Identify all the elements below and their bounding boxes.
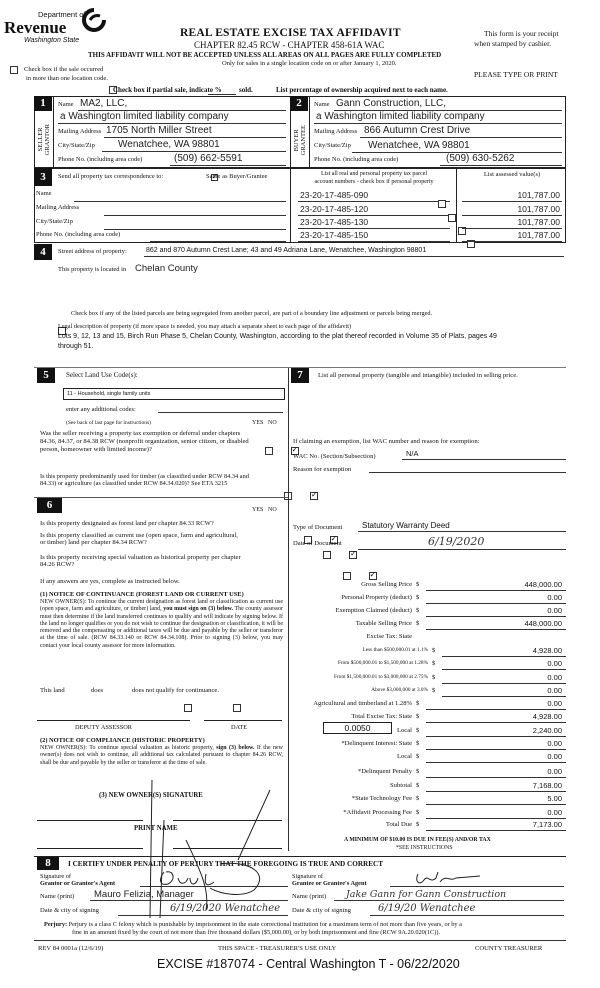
buyer-label: BUYER	[293, 128, 300, 152]
grantee-name-label: Name (print)	[292, 893, 327, 900]
doc-type-label: Type of Document	[293, 524, 343, 531]
assessed-value-field[interactable]: 101,787.00	[462, 217, 562, 229]
tax-row-amount[interactable]: 448,000.00	[426, 580, 566, 591]
s5-yes-header: YES	[252, 420, 264, 426]
minimum-due-note: A MINIMUM OF $10.00 IS DUE IN FEE(S) AND/OR TAX	[344, 837, 491, 843]
tax-row-currency: $	[416, 795, 420, 802]
grantee-name-field[interactable]: Jake Gann for Gann Construction	[334, 889, 564, 901]
tax-row-label: Above $3,000,000 at 3.0%	[371, 687, 428, 693]
new-owner-sig-line-1[interactable]	[37, 820, 143, 821]
grantee-sig-label-1: Signature of	[292, 873, 323, 880]
tax-row-label: *Delinquent Interest: State	[341, 740, 412, 747]
certify-statement: I CERTIFY UNDER PENALTY OF PERJURY THAT THE FOREGOING IS TRUE AND CORRECT	[68, 860, 383, 868]
seller-side-label	[36, 112, 52, 168]
new-owner-print-line-1[interactable]	[37, 848, 143, 849]
s6-q3-yes-checkbox[interactable]	[343, 572, 351, 580]
section-3-number: 3	[34, 168, 52, 186]
see-instructions-note: *SEE INSTRUCTIONS	[396, 845, 453, 851]
additional-codes-field[interactable]	[158, 403, 283, 413]
grantor-label: GRANTOR	[44, 124, 51, 156]
s6-question-1: Is this property designated as forest land per chapter 84.33 RCW?	[40, 520, 214, 527]
deputy-assessor-label: DEPUTY ASSESSOR	[75, 724, 132, 731]
s6-q3-no-checkbox[interactable]	[369, 572, 377, 580]
tax-row-amount[interactable]: 0.00	[426, 808, 566, 819]
s6-q2-no-checkbox[interactable]	[349, 551, 357, 559]
tax-row-amount[interactable]: 0.00	[426, 752, 566, 763]
grantee-signature-scribble	[410, 868, 490, 890]
corr-mailing-field[interactable]	[104, 204, 286, 216]
section-4-number: 4	[34, 244, 52, 260]
seller-city-label: City/State/Zip	[58, 142, 95, 149]
tax-row-currency: $	[416, 727, 420, 734]
tax-row-currency: $	[432, 660, 436, 667]
if-yes-note: If any answers are yes, complete as instructed below.	[40, 578, 180, 585]
seller-name-line2-field[interactable]: a Washington limited liability company	[58, 111, 286, 124]
s5-question-2: Is this property predominantly used for timber (as classified under RCW 84.34 and 84.33) or agriculture (as classified under RCW 84.34.020)? See ETA 3215	[40, 473, 249, 487]
seller-name-field[interactable]: MA2, LLC,	[78, 98, 286, 111]
tax-row-currency: $	[416, 782, 420, 789]
tax-row-currency: $	[416, 713, 420, 720]
perjury-text-2: fine in an amount fixed by the court of not more than five thousand dollars ($5,000.00), or by both imprisonment and fine (RCW 9A.20.020(1C)).	[72, 928, 441, 936]
tax-row-currency: $	[416, 620, 420, 627]
tax-row-amount[interactable]: 5.00	[426, 794, 566, 805]
corr-name-field[interactable]	[74, 190, 286, 202]
grantor-date-field[interactable]: 6/19/2020 Wenatchee	[118, 903, 288, 916]
section-6-top-rule	[34, 497, 288, 498]
notice-2-text-a: NEW OWNER(S): To continue special valuation as historic property,	[40, 745, 214, 751]
tax-row-label: Personal Property (deduct)	[341, 594, 412, 601]
tax-row-amount[interactable]: 0.00	[442, 686, 566, 697]
land-use-code-select[interactable]: 11 - Household, single family units	[63, 388, 285, 400]
assessed-value-header: List assessed value(s)	[483, 171, 541, 178]
tax-row-label: Agricultural and timberland at 1.28%	[313, 700, 412, 707]
seller-phone-field[interactable]: (509) 662-5591	[170, 153, 286, 166]
assessed-value-field[interactable]: 101,787.00	[462, 190, 562, 202]
excise-stamp: EXCISE #187074 - Central Washington T - 06/22/2020	[157, 957, 460, 971]
notice-1-bold: you must sign on (3) below.	[163, 606, 233, 613]
tax-row-label: Total Excise Tax: State	[351, 713, 412, 720]
tax-row-label: Excise Tax: State	[366, 633, 412, 640]
acceptance-warning: THIS AFFIDAVIT WILL NOT BE ACCEPTED UNLESS ALL AREAS ON ALL PAGES ARE FULLY COMPLETED	[88, 51, 442, 59]
tax-row-amount[interactable]: 2,240.00	[426, 726, 566, 737]
exemption-reason-field[interactable]	[369, 470, 566, 473]
notice-2-body	[40, 745, 283, 767]
tax-row-label: From $500,000.01 to $1,500,000 at 1.28%	[337, 660, 428, 666]
corr-name-label: Name	[36, 190, 52, 197]
same-as-buyer-label: Same as Buyer/Grantee	[206, 173, 268, 180]
tax-row-currency: $	[416, 740, 420, 747]
corr-mailing-label: Mailing Address	[36, 204, 80, 211]
dor-swirl-icon	[82, 8, 106, 32]
buyer-phone-field[interactable]: (509) 630-5262	[440, 153, 562, 166]
section-8-top-rule	[34, 856, 566, 857]
s5-q1-yes-checkbox[interactable]	[265, 447, 273, 455]
notice-2-bold: sign (3) below.	[216, 745, 255, 751]
grantee-date-label: Date & city of signing	[292, 907, 351, 914]
seller-phone-label: Phone No. (including area code)	[58, 156, 143, 163]
wac-label: WAC No. (Section/Subsection)	[293, 453, 376, 460]
tax-row-label: Subtotal	[390, 782, 412, 789]
section-8-number: 8	[37, 857, 59, 870]
ownership-note: List percentage of ownership acquired next to each name.	[276, 86, 448, 94]
tax-row-currency: $	[416, 821, 420, 828]
county-label: This property is located in	[58, 266, 127, 273]
parcel-header-2: account numbers - check box if personal property	[314, 179, 434, 185]
tax-row-label: Gross Selling Price	[361, 581, 412, 588]
tax-row-amount[interactable]: 0.00	[426, 593, 566, 604]
please-type-note: PLEASE TYPE OR PRINT	[474, 70, 558, 79]
grantee-sig-label-2: Grantee or Grantee's Agent	[292, 879, 367, 887]
tax-row-amount[interactable]: 4,928.00	[442, 646, 566, 657]
perjury-text-1: Perjury is a class C felony which is punishable by imprisonment in the state correctional institution for a maximum term of not more than five years, or by a	[68, 921, 462, 928]
form-subtitle: CHAPTER 82.45 RCW - CHAPTER 458-61A WAC	[194, 40, 385, 50]
s6-yes-header: YES	[252, 507, 264, 513]
notice-1-body	[40, 599, 283, 650]
print-name-label: PRINT NAME	[134, 825, 178, 832]
tax-row-label: *Affidavit Processing Fee	[343, 809, 412, 816]
tax-row-currency: $	[416, 594, 420, 601]
location-note: Only for sales in a single location code on or after January 1, 2020.	[222, 60, 397, 67]
legal-description-line-1: Lots 9, 12, 13 and 15, Birch Run Phase 5, Chelan County, Washington, according to the plat thereof recorded in Volume 35 of Plats, pages 49	[58, 333, 497, 340]
land-does-label: does	[91, 687, 104, 694]
buyer-side-label	[292, 112, 308, 168]
section-2-number: 2	[290, 96, 308, 111]
tax-row-currency: $	[416, 809, 420, 816]
exemption-reason-label: Reason for exemption	[293, 466, 352, 473]
buyer-name-field[interactable]: Gann Construction, LLC,	[334, 98, 562, 111]
tax-row-label: Taxable Selling Price	[355, 620, 412, 627]
signature-strike-lines	[130, 780, 290, 920]
corr-phone-field[interactable]	[150, 230, 286, 242]
land-does-checkbox[interactable]	[184, 704, 192, 712]
multi-location-label-1: Check box if the sale occurred	[24, 66, 104, 73]
tax-row-amount[interactable]: 7,168.00	[426, 781, 566, 792]
tax-row-label: Total Due	[385, 821, 412, 828]
notice-1-text-a: NEW OWNER(S): To continue the current designation as forest land or classification as current use (open space, farm and agriculture, or timber) land,	[40, 599, 283, 613]
partial-sale-sold-label: sold.	[239, 86, 253, 94]
correspondence-label: Send all property tax correspondence to:	[58, 173, 164, 180]
county-value: Chelan County	[135, 263, 198, 274]
tax-row-label: Local	[396, 727, 412, 734]
perjury-warning	[36, 921, 566, 936]
assessor-date-line[interactable]	[204, 720, 282, 721]
section-1-number: 1	[34, 96, 52, 111]
tax-row-currency: $	[416, 607, 420, 614]
tax-row-currency: $	[416, 753, 420, 760]
grantor-sig-label	[40, 874, 115, 887]
section-3-divider-a	[290, 168, 291, 243]
street-address-label: Street address of property:	[58, 248, 127, 255]
tax-row-label: Local	[396, 753, 412, 760]
tax-row-currency: $	[416, 700, 420, 707]
s6-question-3: Is this property receiving special valuation as historical property per chapter 84.26 RCW?	[40, 554, 241, 568]
s6-question-2: Is this property classified as current use (open space, farm and agricultural, or timber) land per chapter 84.34 RCW?	[40, 532, 238, 546]
seller-label: SELLER	[37, 128, 44, 152]
logo-revenue-text: Revenue	[4, 18, 67, 37]
parcel-number-field[interactable]: 23-20-17-485-090	[298, 190, 450, 202]
segregated-note: Check box if any of the listed parcels are being segregated from another parcel, are part of a boundary line adjustment or parcels being merged.	[71, 310, 433, 317]
multi-location-label-2: in more than one location code.	[26, 75, 108, 82]
grantor-date-label: Date & city of signing	[40, 907, 99, 914]
tax-row-currency: $	[432, 674, 436, 681]
tax-row-amount[interactable]: 0.00	[442, 673, 566, 684]
notice-1-title: (1) NOTICE OF CONTINUANCE (FOREST LAND OR CURRENT USE)	[40, 591, 244, 598]
tax-row-label: Exemption Claimed (deduct)	[335, 607, 412, 614]
grantor-sig-label-2: Grantor or Grantor's Agent	[40, 879, 116, 887]
corr-city-field[interactable]	[104, 218, 286, 230]
s6-no-header: NO	[268, 507, 277, 513]
seller-mailing-field[interactable]: 1705 North Miller Street	[104, 125, 286, 138]
s5-no-header: NO	[268, 420, 277, 426]
multi-location-checkbox[interactable]	[10, 66, 18, 74]
buyer-city-label: City/State/Zip	[314, 142, 351, 149]
parcel-number-field[interactable]: 23-20-17-485-120	[298, 204, 450, 216]
partial-sale-percent-input[interactable]	[208, 87, 236, 95]
perjury-bold: Perjury:	[44, 921, 68, 928]
corr-phone-label: Phone No. (including area code)	[36, 231, 121, 238]
section-6-number: 6	[37, 498, 62, 513]
grantor-name-label: Name (print)	[40, 893, 75, 900]
logo-state-text: Washington State	[24, 37, 80, 44]
doc-date-label: Date of Document	[293, 540, 342, 547]
tax-row-amount[interactable]: 0.00	[426, 699, 566, 710]
form-title: REAL ESTATE EXCISE TAX AFFIDAVIT	[180, 27, 401, 39]
logo-dept-text: Department of	[38, 10, 86, 19]
assessed-value-field[interactable]: 101,787.00	[462, 230, 562, 242]
s5-q2-no-checkbox[interactable]	[310, 492, 318, 500]
local-rate-field[interactable]: 0.0050	[323, 722, 392, 734]
buyer-mailing-field[interactable]: 866 Autumn Crest Drive	[360, 125, 562, 138]
receipt-note-1: This form is your receipt	[484, 29, 559, 38]
tax-row-currency: $	[416, 768, 420, 775]
tax-row-currency: $	[432, 687, 436, 694]
exemption-label: If claiming an exemption, list WAC number and reason for exemption:	[293, 438, 480, 445]
section-5-number: 5	[37, 368, 55, 383]
parcel-header-1: List all real and personal property tax parcel	[320, 171, 428, 177]
buyer-name-label: Name	[314, 101, 330, 108]
personal-property-title: List all personal property (tangible and intangible) included in selling price.	[318, 372, 518, 379]
form-revision: REV 84 0001a (12/6/19)	[38, 945, 104, 952]
tax-row-amount[interactable]: 0.00	[426, 606, 566, 617]
receipt-note-2: when stamped by cashier.	[474, 39, 552, 48]
this-land-label: This land	[40, 687, 65, 694]
new-owner-signature-title: (3) NEW OWNER(S) SIGNATURE	[99, 792, 203, 799]
grantee-label: GRANTEE	[300, 124, 307, 156]
seller-city-field[interactable]: Wenatchee, WA 98801	[102, 139, 286, 152]
tax-row-amount[interactable]: 0.00	[442, 659, 566, 670]
buyer-city-field[interactable]: Wenatchee, WA 98801	[352, 140, 562, 153]
center-divider	[288, 368, 289, 851]
seller-name-label: Name	[58, 101, 74, 108]
grantor-sig-label-1: Signature of	[40, 873, 71, 880]
land-does-not-checkbox[interactable]	[233, 704, 241, 712]
s5-question-1: Was the seller receiving a property tax exemption or deferral under chapters 84.36, 84.37, or 84.38 RCW (nonprofit organization, senior citizen, or disabled person, homeowner with limited income)?	[40, 430, 249, 453]
tax-row-amount[interactable]: 0.00	[426, 739, 566, 750]
legal-description-label: Legal description of property (if more space is needed, you may attach a separate sheet to each page of the affidavit)	[58, 323, 352, 330]
tax-row-amount[interactable]: 4,928.00	[426, 712, 566, 723]
seller-side-divider	[53, 96, 54, 168]
grantor-name-field[interactable]: Mauro Felizia, Manager	[90, 889, 288, 901]
street-address-field[interactable]: 862 and 870 Autumn Crest Lane; 43 and 49 Adriana Lane, Wenatchee, Washington 98801	[144, 245, 564, 257]
land-use-title: Select Land Use Code(s):	[66, 371, 138, 379]
notice-2-title: (2) NOTICE OF COMPLIANCE (HISTORIC PROPERTY)	[40, 737, 205, 744]
tax-row-amount[interactable]: 448,000.00	[426, 619, 566, 630]
tax-row-currency: $	[432, 647, 436, 654]
wac-field[interactable]: N/A	[402, 449, 566, 460]
s6-q2-yes-checkbox[interactable]	[323, 551, 331, 559]
tax-row-label: *State Technology Fee	[351, 795, 412, 802]
notice-1-text-b: The county assessor must then determine if the land transferred continues to qualify and will indicate by signing below. If the land no longer qualifies or you do not wish to continue the designation or classification, it will be removed and the compensating or additional taxes will be due and payable by the seller or transferor at the time of sale. (RCW 84.33.140 or RCW 84.34.108). Prior to signing (3) below, you may contact your local county assessor for more information.	[40, 606, 283, 649]
buyer-mailing-label: Mailing Address	[314, 128, 358, 135]
footer-rule	[34, 940, 566, 941]
parcel-number-field[interactable]: 23-20-17-485-150	[298, 230, 450, 242]
dor-logo	[4, 4, 114, 54]
tax-row-amount[interactable]: 0.00	[426, 767, 566, 778]
partial-sale-label: Check box if partial sale, indicate %	[113, 86, 222, 94]
tax-row-label: Less than $500,000.01 at 1.1%	[362, 647, 428, 653]
tax-row-label: *Delinquent Penalty	[357, 768, 412, 775]
buyer-side-divider	[309, 96, 310, 168]
land-does-not-label: does not qualify for continuance.	[132, 687, 219, 694]
deputy-assessor-line[interactable]	[37, 720, 190, 721]
grantee-sig-label	[292, 874, 367, 887]
county-treasurer-label: COUNTY TREASURER	[475, 945, 543, 952]
legal-description-line-2: through 51.	[58, 343, 94, 350]
treasurer-space-label: THIS SPACE - TREASURER'S USE ONLY	[218, 945, 337, 952]
buyer-phone-label: Phone No. (including area code)	[314, 156, 399, 163]
land-use-instructions: (See back of last page for instructions)	[66, 420, 151, 426]
additional-codes-label: enter any additional codes:	[66, 406, 136, 413]
tax-row-amount[interactable]: 7,173.00	[426, 820, 566, 831]
notice-2-text-b: If the new owner(s) does not wish to continue, all additional tax calculated pursuant to chapter 84.26 RCW, shall be due and payable by the seller or transferor at the time of sale.	[40, 745, 284, 766]
grantee-date-field[interactable]: 6/19/20 Wenatchee	[370, 903, 564, 916]
buyer-name-line2-field[interactable]: a Washington limited liability company	[314, 111, 562, 124]
doc-type-field[interactable]: Statutory Warranty Deed	[358, 521, 566, 532]
section-7-number: 7	[291, 368, 309, 383]
tax-row-label: From $1,500,000.01 to $3,000,000 at 2.75%	[333, 674, 428, 680]
tax-row-currency: $	[416, 581, 420, 588]
parcel-number-field[interactable]: 23-20-17-485-130	[298, 217, 450, 229]
assessor-date-label: DATE	[231, 724, 248, 731]
doc-date-field[interactable]: 6/19/2020	[358, 535, 566, 550]
seller-mailing-label: Mailing Address	[58, 128, 102, 135]
corr-city-label: City/State/Zip	[36, 218, 73, 225]
assessed-value-field[interactable]: 101,787.00	[462, 204, 562, 216]
